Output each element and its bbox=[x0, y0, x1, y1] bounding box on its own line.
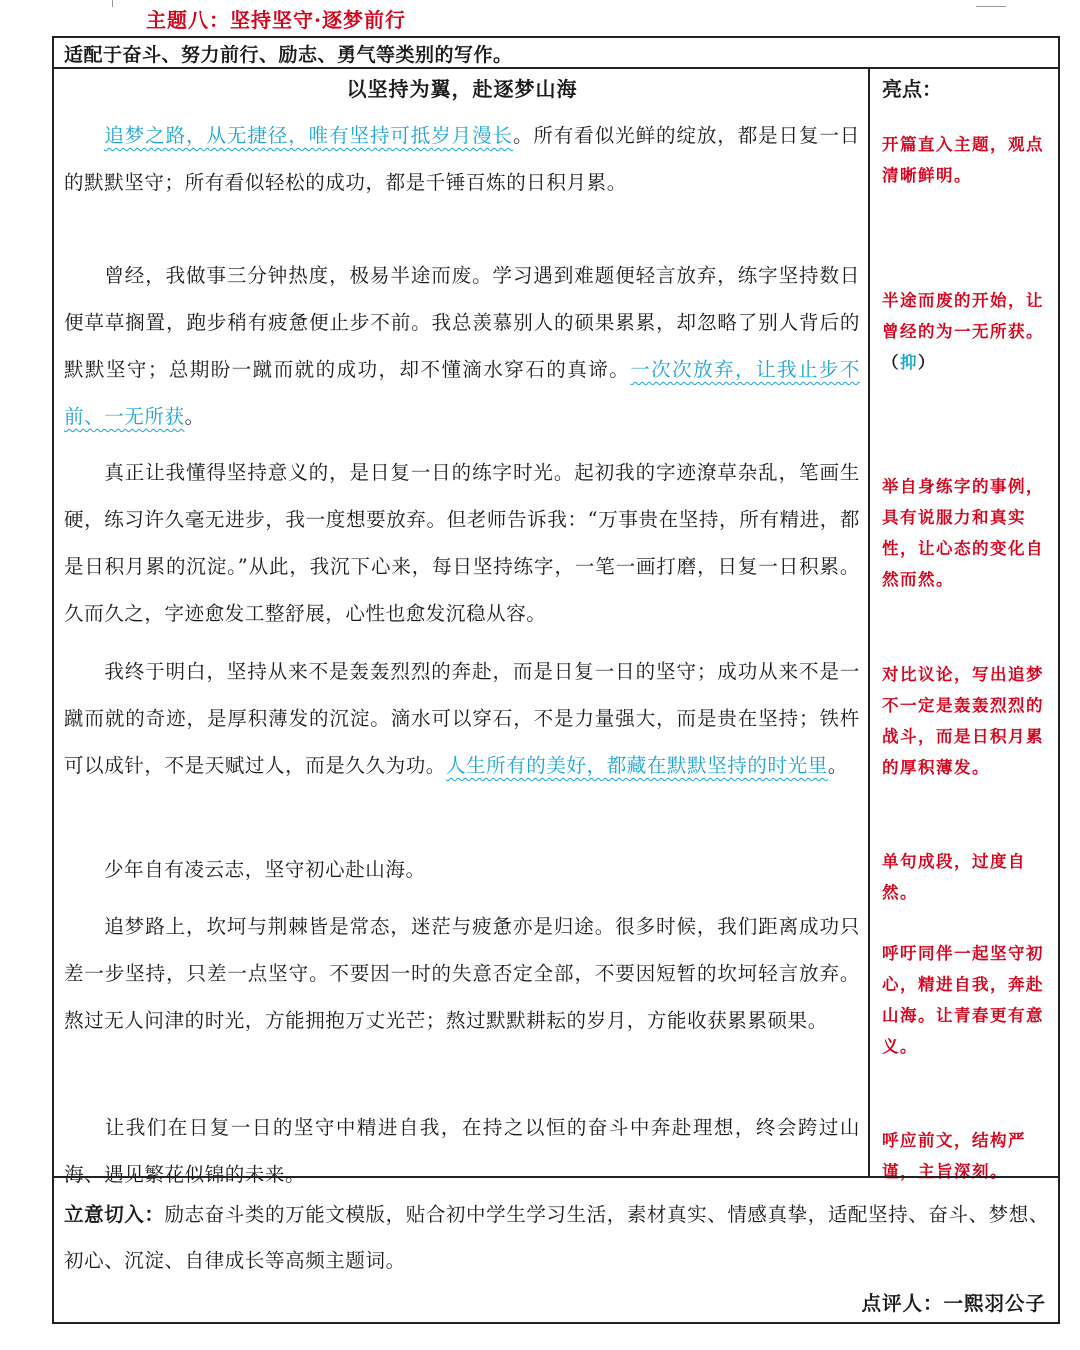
highlight-text: 一次次放弃，让我止步不前、一无所获 bbox=[64, 358, 861, 428]
paragraph-text: 我终于明白，坚持从来不是轰轰烈烈的奔赴，而是日复一日的坚守；成功从来不是一蹴而就的奇迹，是厚积薄发的沉淀。滴水可以穿石，不是力量强大，而是贵在坚持；铁杵可以成针，不是天赋过人，而是久久为功。 bbox=[64, 660, 860, 777]
paragraph-text: 让我们在日复一日的坚守中精进自我，在持之以恒的奋斗中奔赴理想，终会跨过山海、遇见繁花似锦的未来。 bbox=[64, 1116, 860, 1186]
note-6: 呼吁同伴一起坚守初心，精进自我，奔赴山海。让青春更有意义。 bbox=[882, 944, 1044, 1056]
intent-row bbox=[54, 1176, 1058, 1324]
note-2: 半途而废的开始，让曾经的为一无所获。 bbox=[882, 291, 1044, 341]
essay-column bbox=[54, 69, 870, 1186]
paren-close: ） bbox=[918, 353, 936, 372]
highlight-text: 人生所有的美好，都藏在默默坚持的时光里 bbox=[445, 754, 828, 777]
notes-heading: 亮点： bbox=[882, 77, 942, 101]
highlight-text: 追梦之路，从无捷径，唯有坚持可抵岁月漫长 bbox=[104, 124, 513, 147]
essay-title: 以坚持为翼，赴逐梦山海 bbox=[346, 77, 578, 101]
essay-paragraph-2 bbox=[64, 252, 860, 440]
header-corner-rule-left bbox=[112, 0, 113, 7]
intent-label: 立意切入： bbox=[64, 1203, 165, 1226]
paren-inner: 抑 bbox=[900, 353, 918, 372]
paragraph-text: 真正让我懂得坚持意义的，是日复一日的练字时光。起初我的字迹潦草杂乱，笔画生硬，练习许久毫无进步，我一度想要放弃。但老师告诉我：“万事贵在坚持，所有精进，都是日积月累的沉淀。”从此，我沉下心来，每日坚持练字，一笔一画打磨，日复一日积累。久而久之，字迹愈发工整舒展，心性也愈发沉稳从容。 bbox=[64, 461, 860, 625]
essay-paragraph-1 bbox=[64, 112, 860, 206]
intent-text: 励志奋斗类的万能文模版，贴合初中学生学习生活，素材真实、情感真挚，适配坚持、奋斗、梦想、初心、沉淀、自律成长等高频主题词。 bbox=[64, 1203, 1049, 1272]
note-2-paren bbox=[882, 347, 1054, 378]
essay-paragraph-3 bbox=[64, 449, 860, 637]
paragraph-tail: 。 bbox=[827, 754, 848, 777]
intent-paragraph bbox=[64, 1192, 1049, 1284]
header-corner-rule-right bbox=[976, 0, 1006, 7]
essay-paragraph-6 bbox=[64, 903, 860, 1044]
page-header bbox=[0, 0, 1080, 34]
essay-paragraph-5 bbox=[64, 846, 860, 893]
paragraph-tail: 。 bbox=[184, 405, 205, 428]
paren-open: （ bbox=[882, 353, 900, 372]
theme-title: 主题八：坚持坚守·逐梦前行 bbox=[146, 8, 406, 32]
paragraph-text: 。所有看似光鲜的绽放，都是日复一日的默默坚守；所有看似轻松的成功，都是千锤百炼的日积月累。 bbox=[64, 124, 860, 194]
paragraph-text: 少年自有凌云志，坚守初心赴山海。 bbox=[104, 858, 426, 881]
note-1: 开篇直入主题，观点清晰鲜明。 bbox=[882, 135, 1044, 185]
notes-column bbox=[870, 69, 1058, 1181]
fit-row bbox=[54, 38, 1058, 69]
note-4: 对比议论，写出追梦不一定是轰轰烈烈的战斗，而是日积月累的厚积薄发。 bbox=[882, 665, 1044, 777]
note-7: 呼应前文，结构严谨，主旨深刻。 bbox=[882, 1131, 1026, 1181]
fit-text: 适配于奋斗、努力前行、励志、勇气等类别的写作。 bbox=[64, 44, 513, 66]
essay-table bbox=[52, 36, 1060, 1324]
reviewer: 点评人：一熙羽公子 bbox=[861, 1292, 1046, 1315]
paragraph-text: 曾经，我做事三分钟热度，极易半途而废。学习遇到难题便轻言放弃，练字坚持数日便草草搁置，跑步稍有疲惫便止步不前。我总羡慕别人的硕果累累，却忽略了别人背后的默默坚守；总期盼一蹴而就的成功，却不懂滴水穿石的真谛。 bbox=[64, 264, 860, 381]
note-3: 举自身练字的事例，具有说服力和真实性，让心态的变化自然而然。 bbox=[882, 477, 1044, 589]
note-5: 单句成段，过度自然。 bbox=[882, 852, 1026, 902]
paragraph-text: 追梦路上，坎坷与荆棘皆是常态，迷茫与疲惫亦是归途。很多时候，我们距离成功只差一步坚持，只差一点坚守。不要因一时的失意否定全部，不要因短暂的坎坷轻言放弃。熬过无人问津的时光，方能拥抱万丈光芒；熬过默默耕耘的岁月，方能收获累累硕果。 bbox=[64, 915, 860, 1032]
essay-paragraph-4 bbox=[64, 648, 860, 789]
